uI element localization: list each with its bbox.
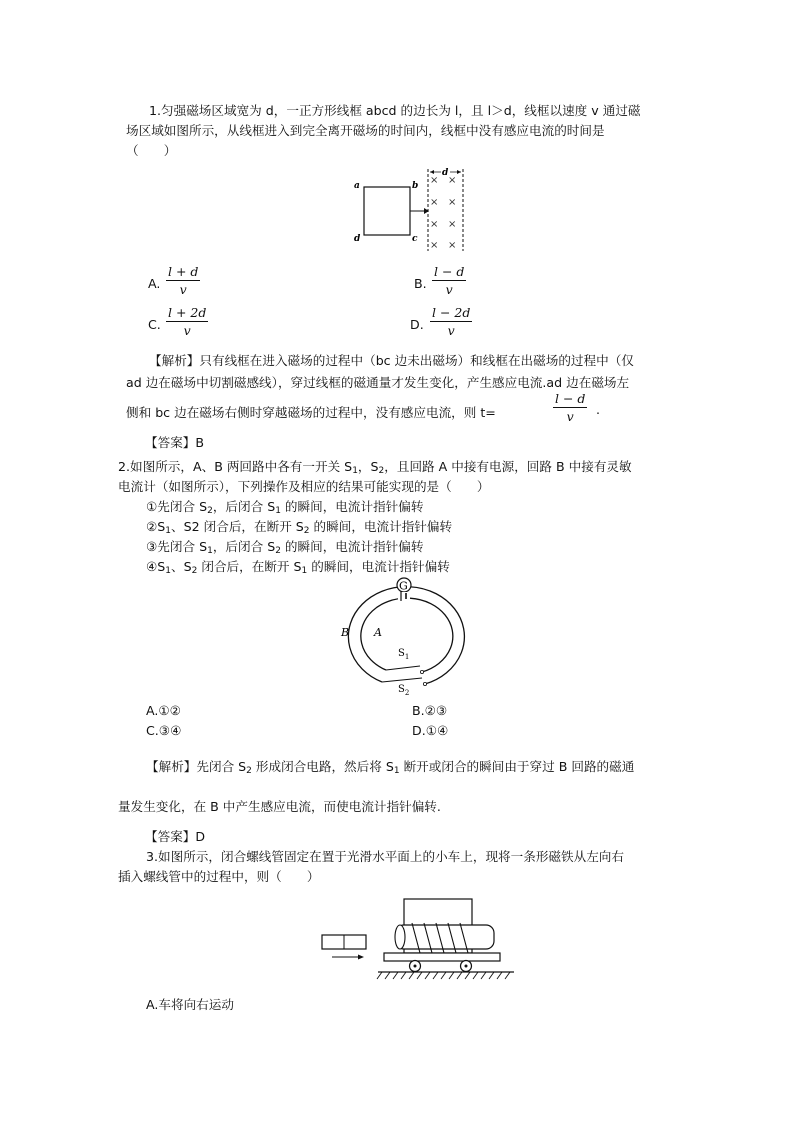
q3-option-a: A.车将向右运动: [146, 997, 234, 1012]
fraction-denominator: v: [183, 323, 191, 338]
q1-option-c: C.: [148, 317, 161, 332]
q2-item2: $②S_1$、S2 闭合后，在断开 $S_2$ 的瞬间，电流计指针偏转: [146, 519, 453, 536]
q3-figure: [320, 895, 516, 985]
corner-d-label: d: [354, 234, 361, 244]
q2-option-d: D.①④: [412, 723, 449, 738]
q2-item4: $④S_1$、$S_2$ 闭合后，在断开 $S_1$ 的瞬间，电流计指针偏转: [146, 559, 450, 576]
corner-b-label: b: [412, 181, 419, 191]
galvanometer-label: G: [399, 579, 408, 593]
q1-analysis-end: .: [596, 402, 601, 417]
q1-analysis-line2: ad 边在磁场中切割磁感线），穿过线框的磁通量才发生变化，产生感应电流.ad 边在磁场左: [126, 375, 630, 390]
fraction-denominator: v: [445, 282, 453, 297]
q1-option-c-fraction: [166, 305, 208, 338]
field-mark: ×: [430, 197, 439, 208]
q2-figure: [338, 578, 468, 698]
fraction-numerator: l − 2d: [432, 305, 471, 320]
q2-option-a: A.①②: [146, 703, 181, 718]
q1-analysis-fraction: [553, 391, 587, 424]
q2-option-c: C.③④: [146, 723, 182, 738]
field-mark: ×: [448, 175, 457, 186]
fraction-denominator: v: [179, 282, 187, 297]
field-mark: ×: [430, 175, 439, 186]
q1-option-a: A.: [148, 276, 161, 291]
loop-a-label: A: [374, 626, 382, 639]
q1-stem-line3: （ ）: [126, 143, 177, 158]
q1-option-d-fraction: [430, 305, 472, 338]
q2-stem-line1: 2.如图所示，A、B 两回路中各有一开关 $S_1$，$S_2$，且回路 A 中接有电源，回路 B 中接有灵敏: [118, 459, 632, 476]
field-cross-marks: [430, 175, 456, 251]
solenoid-tube: [396, 925, 494, 949]
switch-s2-blade: [382, 678, 422, 682]
field-mark: ×: [448, 197, 457, 208]
q2-item3: ③先闭合 $S_1$，后闭合 $S_2$ 的瞬间，电流计指针偏转: [146, 539, 424, 556]
q2-analysis-line1: 【解析】先闭合 $S_2$ 形成闭合电路，然后将 $S_1$ 断开或闭合的瞬间由于穿过 B 回路的磁通: [146, 759, 635, 776]
q1-answer: 【答案】B: [145, 435, 205, 450]
width-d-label: d: [442, 168, 449, 178]
corner-c-label: c: [412, 234, 418, 244]
q1-figure: [350, 165, 470, 255]
q3-stem-line2: 插入螺线管中的过程中，则（ ）: [118, 869, 320, 884]
field-mark: ×: [430, 240, 439, 251]
q3-stem-line1: 3.如图所示，闭合螺线管固定在置于光滑水平面上的小车上，现将一条形磁铁从左向右: [146, 849, 624, 864]
fraction-denominator: v: [566, 409, 574, 424]
square-frame: [364, 187, 410, 235]
switch-s1-label: $S_1$: [398, 648, 410, 661]
q1-analysis-line3: 侧和 bc 边在磁场右侧时穿越磁场的过程中，没有感应电流，则 t=: [126, 405, 496, 420]
fraction-numerator: l + d: [168, 264, 199, 279]
q1-option-a-fraction: [166, 264, 200, 297]
cart-platform: [384, 953, 500, 961]
field-mark: ×: [448, 219, 457, 230]
fraction-numerator: l − d: [434, 264, 465, 279]
corner-a-label: a: [354, 181, 360, 191]
q2-option-b: B.②③: [412, 703, 448, 718]
switch-s1-blade: [386, 666, 420, 670]
q1-option-b: B.: [414, 276, 427, 291]
q1-option-b-fraction: [432, 264, 466, 297]
loop-b: [348, 587, 464, 684]
q2-analysis-line2: 量发生变化，在 B 中产生感应电流，而使电流计指针偏转.: [118, 799, 441, 814]
field-mark: ×: [448, 240, 457, 251]
loop-b-label: B: [341, 626, 350, 639]
q2-answer: 【答案】D: [145, 829, 206, 844]
q1-stem-line2: 场区域如图所示，从线框进入到完全离开磁场的时间内，线框中没有感应电流的时间是: [126, 123, 605, 138]
switch-s2-label: $S_2$: [398, 684, 410, 697]
fraction-numerator: l + 2d: [168, 305, 207, 320]
q1-option-d: D.: [410, 317, 424, 332]
q2-item1: ①先闭合 $S_2$，后闭合 $S_1$ 的瞬间，电流计指针偏转: [146, 499, 424, 516]
fraction-numerator: l − d: [555, 391, 586, 406]
field-mark: ×: [430, 219, 439, 230]
q1-analysis-line1: 【解析】只有线框在进入磁场的过程中（bc 边未出磁场）和线框在出磁场的过程中（仅: [149, 353, 634, 368]
q1-stem-line1: 1.匀强磁场区域宽为 d，一正方形线框 abcd 的边长为 l，且 l＞d，线框以速度 v 通过磁: [149, 103, 641, 118]
fraction-denominator: v: [447, 323, 455, 338]
q2-stem-line2: 电流计（如图所示），下列操作及相应的结果可能实现的是（ ）: [118, 479, 490, 494]
